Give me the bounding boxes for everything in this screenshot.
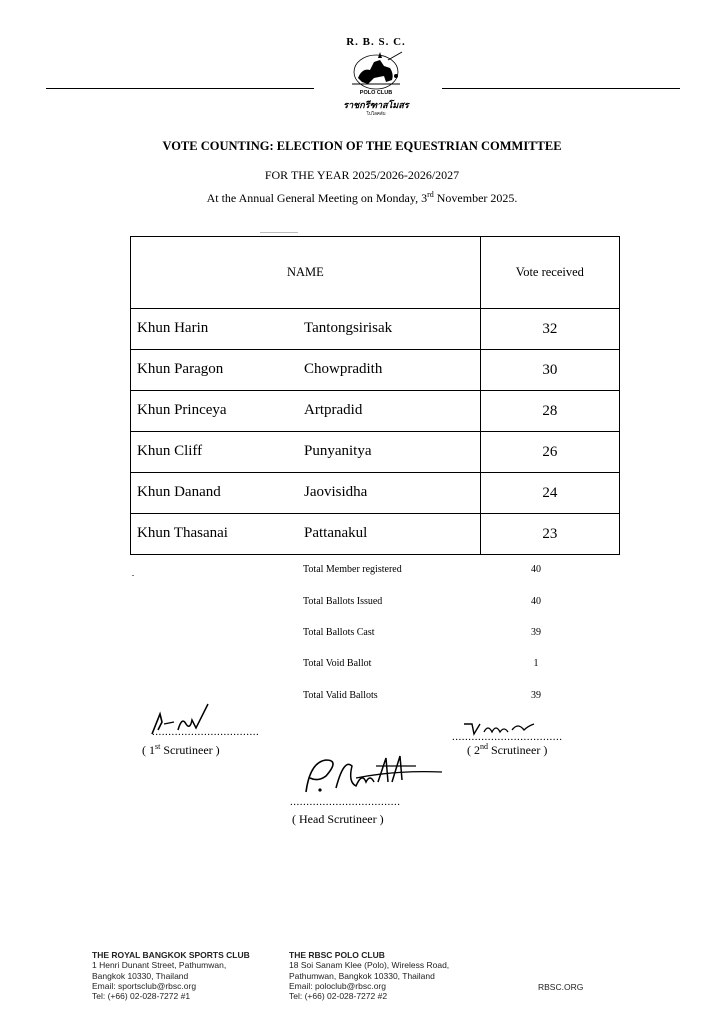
polo-player-emblem [344, 48, 408, 92]
meeting-line: At the Annual General Meeting on Monday, 3rd November 2025. [206, 190, 518, 205]
logo-initials: R. B. S. C. [346, 36, 406, 48]
candidate-first-name: Khun Cliff [137, 443, 203, 459]
candidate-votes: 24 [480, 473, 619, 514]
header-rule-left [46, 88, 314, 89]
candidate-last-name: Artpradid [304, 402, 363, 418]
table-row [131, 350, 620, 391]
footer-rbsc-name: THE ROYAL BANGKOK SPORTS CLUB [92, 950, 250, 960]
footer-polo-address2: Pathumwan, Bangkok 10330, Thailand [289, 970, 435, 981]
footer-website[interactable]: RBSC.ORG [538, 982, 584, 992]
total-label: Total Ballots Issued [303, 596, 383, 607]
candidate-last-name: Chowpradith [304, 361, 383, 377]
total-label: Total Ballots Cast [303, 627, 375, 638]
first-scrutineer-label: ( 1st Scrutineer ) [142, 742, 220, 757]
logo-polo-club: POLO CLUB [359, 90, 393, 96]
club-logo [330, 36, 422, 124]
second-signature-line: .................................. [452, 731, 563, 743]
header-name: NAME [131, 237, 481, 309]
footer-polo-name: THE RBSC POLO CLUB [289, 950, 385, 960]
total-label: Total Member registered [303, 564, 402, 575]
total-value: 39 [531, 690, 541, 701]
document-title: VOTE COUNTING: ELECTION OF THE EQUESTRIAN COMMITTEE [162, 139, 562, 153]
header-rule-right [442, 88, 680, 89]
candidate-votes: 30 [480, 350, 619, 391]
candidate-first-name: Khun Paragon [137, 361, 224, 377]
candidate-first-name: Khun Thasanai [137, 525, 228, 541]
table-row [131, 514, 620, 555]
candidate-first-name: Khun Harin [137, 320, 209, 336]
total-label: Total Valid Ballots [303, 690, 378, 701]
candidate-votes: 26 [480, 432, 619, 473]
total-label: Total Void Ballot [303, 658, 372, 669]
total-value: 40 [531, 564, 541, 575]
head-scrutineer-signature [296, 752, 446, 800]
footer-polo-email: Email: poloclub@rbsc.org [289, 980, 386, 991]
total-value: 39 [531, 627, 541, 638]
footer-rbsc [92, 950, 250, 1001]
head-scrutineer-label: ( Head Scrutineer ) [292, 812, 384, 826]
document-year: FOR THE YEAR 2025/2026-2026/2027 [264, 168, 460, 182]
head-signature-line: .................................. [290, 796, 401, 808]
table-row [131, 473, 620, 514]
table-row [131, 432, 620, 473]
footer-rbsc-address1: 1 Henri Dunant Street, Pathumwan, [92, 960, 227, 971]
total-value: 40 [531, 596, 541, 607]
candidate-last-name: Jaovisidha [304, 484, 368, 500]
candidate-last-name: Pattanakul [304, 525, 368, 541]
footer-polo-tel: Tel: (+66) 02-028-7272 #2 [289, 991, 388, 1002]
vote-table [130, 236, 620, 555]
table-row [131, 391, 620, 432]
table-top-mark [260, 232, 298, 233]
footer-rbsc-tel: Tel: (+66) 02-028-7272 #1 [92, 991, 191, 1002]
footer-polo-address1: 18 Soi Sanam Klee (Polo), Wireless Road, [289, 960, 450, 971]
candidate-last-name: Tantongsirisak [304, 320, 393, 336]
footer-rbsc-email: Email: sportsclub@rbsc.org [92, 980, 197, 991]
stray-mark [132, 575, 134, 576]
candidate-votes: 28 [480, 391, 619, 432]
table-header-row [131, 237, 620, 309]
logo-thai-sub: โปโลคลับ [366, 112, 386, 117]
header-vote: Vote received [480, 237, 619, 309]
footer-rbsc-address2: Bangkok 10330, Thailand [92, 970, 189, 981]
first-signature-line: ................................. [152, 726, 260, 738]
logo-thai-name: ราชกรีฑาสโมสร [343, 101, 409, 111]
second-scrutineer-label: ( 2nd Scrutineer ) [467, 742, 548, 757]
table-row [131, 309, 620, 350]
candidate-votes: 32 [480, 309, 619, 350]
candidate-votes: 23 [480, 514, 619, 555]
footer-polo [289, 950, 449, 1001]
candidate-first-name: Khun Danand [137, 484, 221, 500]
candidate-last-name: Punyanitya [304, 443, 372, 459]
candidate-first-name: Khun Princeya [137, 402, 227, 418]
total-value: 1 [533, 658, 539, 669]
